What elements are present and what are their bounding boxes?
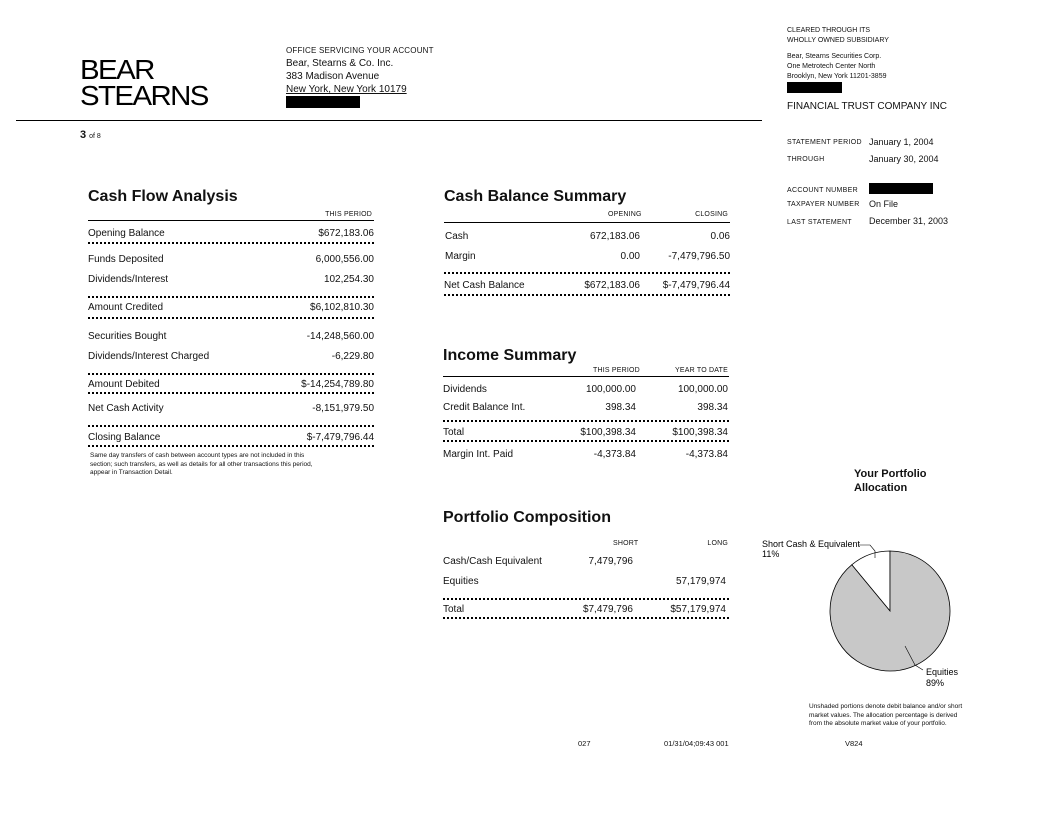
clearing-line2: WHOLLY OWNED SUBSIDIARY [787,36,889,44]
row-label: Margin Int. Paid [443,449,514,460]
row-period: 398.34 [605,402,636,413]
row-period: -4,373.84 [593,449,636,460]
redaction-bar [286,96,360,108]
row-long: $57,179,974 [670,604,726,615]
table-row [88,403,374,414]
cash-flow-note [90,452,380,478]
row-value: $-14,254,789.80 [301,379,374,390]
cash-flow-col-header: THIS PERIOD [325,211,372,218]
row-label: Net Cash Balance [444,280,525,291]
row-period: 100,000.00 [585,384,636,395]
row-label: Credit Balance Int. [443,402,526,413]
col-short: SHORT [613,540,639,547]
divider [443,376,729,377]
row-label: Cash/Cash Equivalent [443,556,542,567]
row-label: Securities Bought [88,331,167,342]
slice-pct-short-cash: 11% [762,549,780,559]
row-open: $672,183.06 [584,280,640,291]
allocation-title-line1: Your Portfolio [854,468,927,480]
taxpayer-label: TAXPAYER NUMBER [787,201,860,208]
slice-pct-equities: 89% [926,678,945,688]
table-row [88,274,374,285]
office-line3: New York, New York 10179 [286,84,407,95]
through-value: January 30, 2004 [869,154,939,164]
through-label: THROUGH [787,156,825,163]
bear-stearns-logo [80,54,208,111]
row-label: Dividends/Interest Charged [88,351,210,362]
allocation-title [854,467,927,495]
row-label: Net Cash Activity [88,403,164,414]
col-opening: OPENING [608,211,642,218]
dotted-divider [88,373,374,375]
pie-slice-equities [830,551,950,671]
row-period: $100,398.34 [580,427,636,438]
table-row [88,331,374,342]
statement-period-label: STATEMENT PERIOD [787,139,862,146]
row-short: $7,479,796 [582,604,633,615]
page-current: 3 [80,129,87,141]
table-row [88,254,374,265]
row-label: Amount Debited [88,379,160,390]
note-line: appear in Transaction Detail. [90,469,173,476]
divider [444,222,730,223]
row-long: 57,179,974 [675,576,726,587]
row-label: Closing Balance [88,432,161,443]
slice-label-short-cash: Short Cash & Equivalent [762,539,861,549]
dotted-divider [443,598,729,600]
header-rule [16,120,762,121]
cash-flow-section [88,188,374,488]
dotted-divider [444,294,730,296]
allocation-note [809,703,994,729]
office-line2: 383 Madison Avenue [286,71,380,82]
row-label: Equities [443,576,479,587]
note-line: Same day transfers of cash between account types are not included in this [90,452,305,459]
page-of: of 8 [89,133,101,140]
table-row [88,432,374,443]
dotted-divider [443,440,729,442]
row-value: -14,248,560.00 [306,331,374,342]
taxpayer-value: On File [869,199,899,209]
row-label: Opening Balance [88,228,165,239]
last-statement-label: LAST STATEMENT [787,219,852,226]
divider [88,220,374,221]
logo-line1: BEAR [80,54,154,85]
dotted-divider [88,317,374,319]
note-line: market values. The allocation percentage is derived [809,711,958,719]
col-this-period: THIS PERIOD [593,367,640,374]
row-close: $-7,479,796.44 [662,280,730,291]
row-ytd: $100,398.34 [672,427,728,438]
portfolio-title: Portfolio Composition [443,509,611,526]
logo-line2: STEARNS [80,80,208,111]
row-value: $6,102,810.30 [310,302,374,313]
row-label: Total [443,427,465,438]
dotted-divider [443,420,729,422]
note-line: section; such transfers, as well as details for all other transactions this period, [90,460,313,468]
row-value: -6,229.80 [331,351,374,362]
cash-balance-section [444,188,730,308]
row-ytd: 100,000.00 [677,384,728,395]
table-row [88,228,374,239]
footer-code1: 027 [578,739,591,748]
row-label: Dividends/Interest [88,274,169,285]
clearing-addr3: Brooklyn, New York 11201-3859 [787,73,887,80]
note-line: from the absolute market value of your portfolio. [809,720,947,727]
footer-code2: V824 [845,739,863,748]
allocation-title-line2: Allocation [854,482,908,494]
slice-label-equities: Equities [926,667,959,677]
dotted-divider [88,445,374,447]
row-ytd: 398.34 [697,402,728,413]
statement-period-value: January 1, 2004 [869,137,934,147]
page-number [80,129,101,141]
redaction-bar [787,82,842,93]
last-statement-value: December 31, 2003 [869,216,949,226]
dotted-divider [88,392,374,394]
clearing-block [787,26,889,45]
row-ytd: -4,373.84 [685,449,728,460]
row-open: 672,183.06 [589,231,640,242]
footer-timestamp: 01/31/04;09:43 001 [664,739,729,748]
col-closing: CLOSING [695,211,728,218]
office-header: OFFICE SERVICING YOUR ACCOUNT [286,46,434,55]
row-value: -8,151,979.50 [312,403,374,414]
row-label: Margin [445,251,476,262]
dotted-divider [443,617,729,619]
row-value: 102,254.30 [323,274,374,285]
row-value: $672,183.06 [318,228,374,239]
row-label: Funds Deposited [88,254,164,265]
account-number-label: ACCOUNT NUMBER [787,187,858,194]
office-line1: Bear, Stearns & Co. Inc. [286,58,394,69]
table-row [88,379,374,390]
clearing-addr1: Bear, Stearns Securities Corp. [787,53,882,60]
portfolio-section [443,509,729,624]
dotted-divider [88,425,374,427]
table-row [88,351,374,362]
clearing-addr2: One Metrotech Center North [787,63,876,70]
allocation-pie-chart [755,533,995,693]
cash-balance-title: Cash Balance Summary [444,188,627,205]
cash-flow-title: Cash Flow Analysis [88,188,238,205]
dotted-divider [88,296,374,298]
row-label: Dividends [443,384,487,395]
income-title: Income Summary [443,347,577,364]
dotted-divider [88,242,374,244]
row-close: 0.06 [710,231,730,242]
row-close: -7,479,796.50 [668,251,730,262]
row-short: 7,479,796 [588,556,633,567]
row-value: 6,000,556.00 [315,254,374,265]
clearing-line1: CLEARED THROUGH ITS [787,27,871,34]
redaction-bar [869,183,933,194]
table-row [88,302,374,313]
row-label: Cash [445,231,469,242]
dotted-divider [444,272,730,274]
row-value: $-7,479,796.44 [306,432,374,443]
col-long: LONG [707,540,728,547]
office-block [286,44,434,112]
row-label: Total [443,604,465,615]
client-name: FINANCIAL TRUST COMPANY INC [787,101,948,112]
note-line: Unshaded portions denote debit balance and/or short [809,703,963,710]
row-open: 0.00 [620,251,640,262]
income-section [443,347,729,467]
row-label: Amount Credited [88,302,164,313]
col-ytd: YEAR TO DATE [675,367,728,374]
clearing-address [787,52,887,82]
